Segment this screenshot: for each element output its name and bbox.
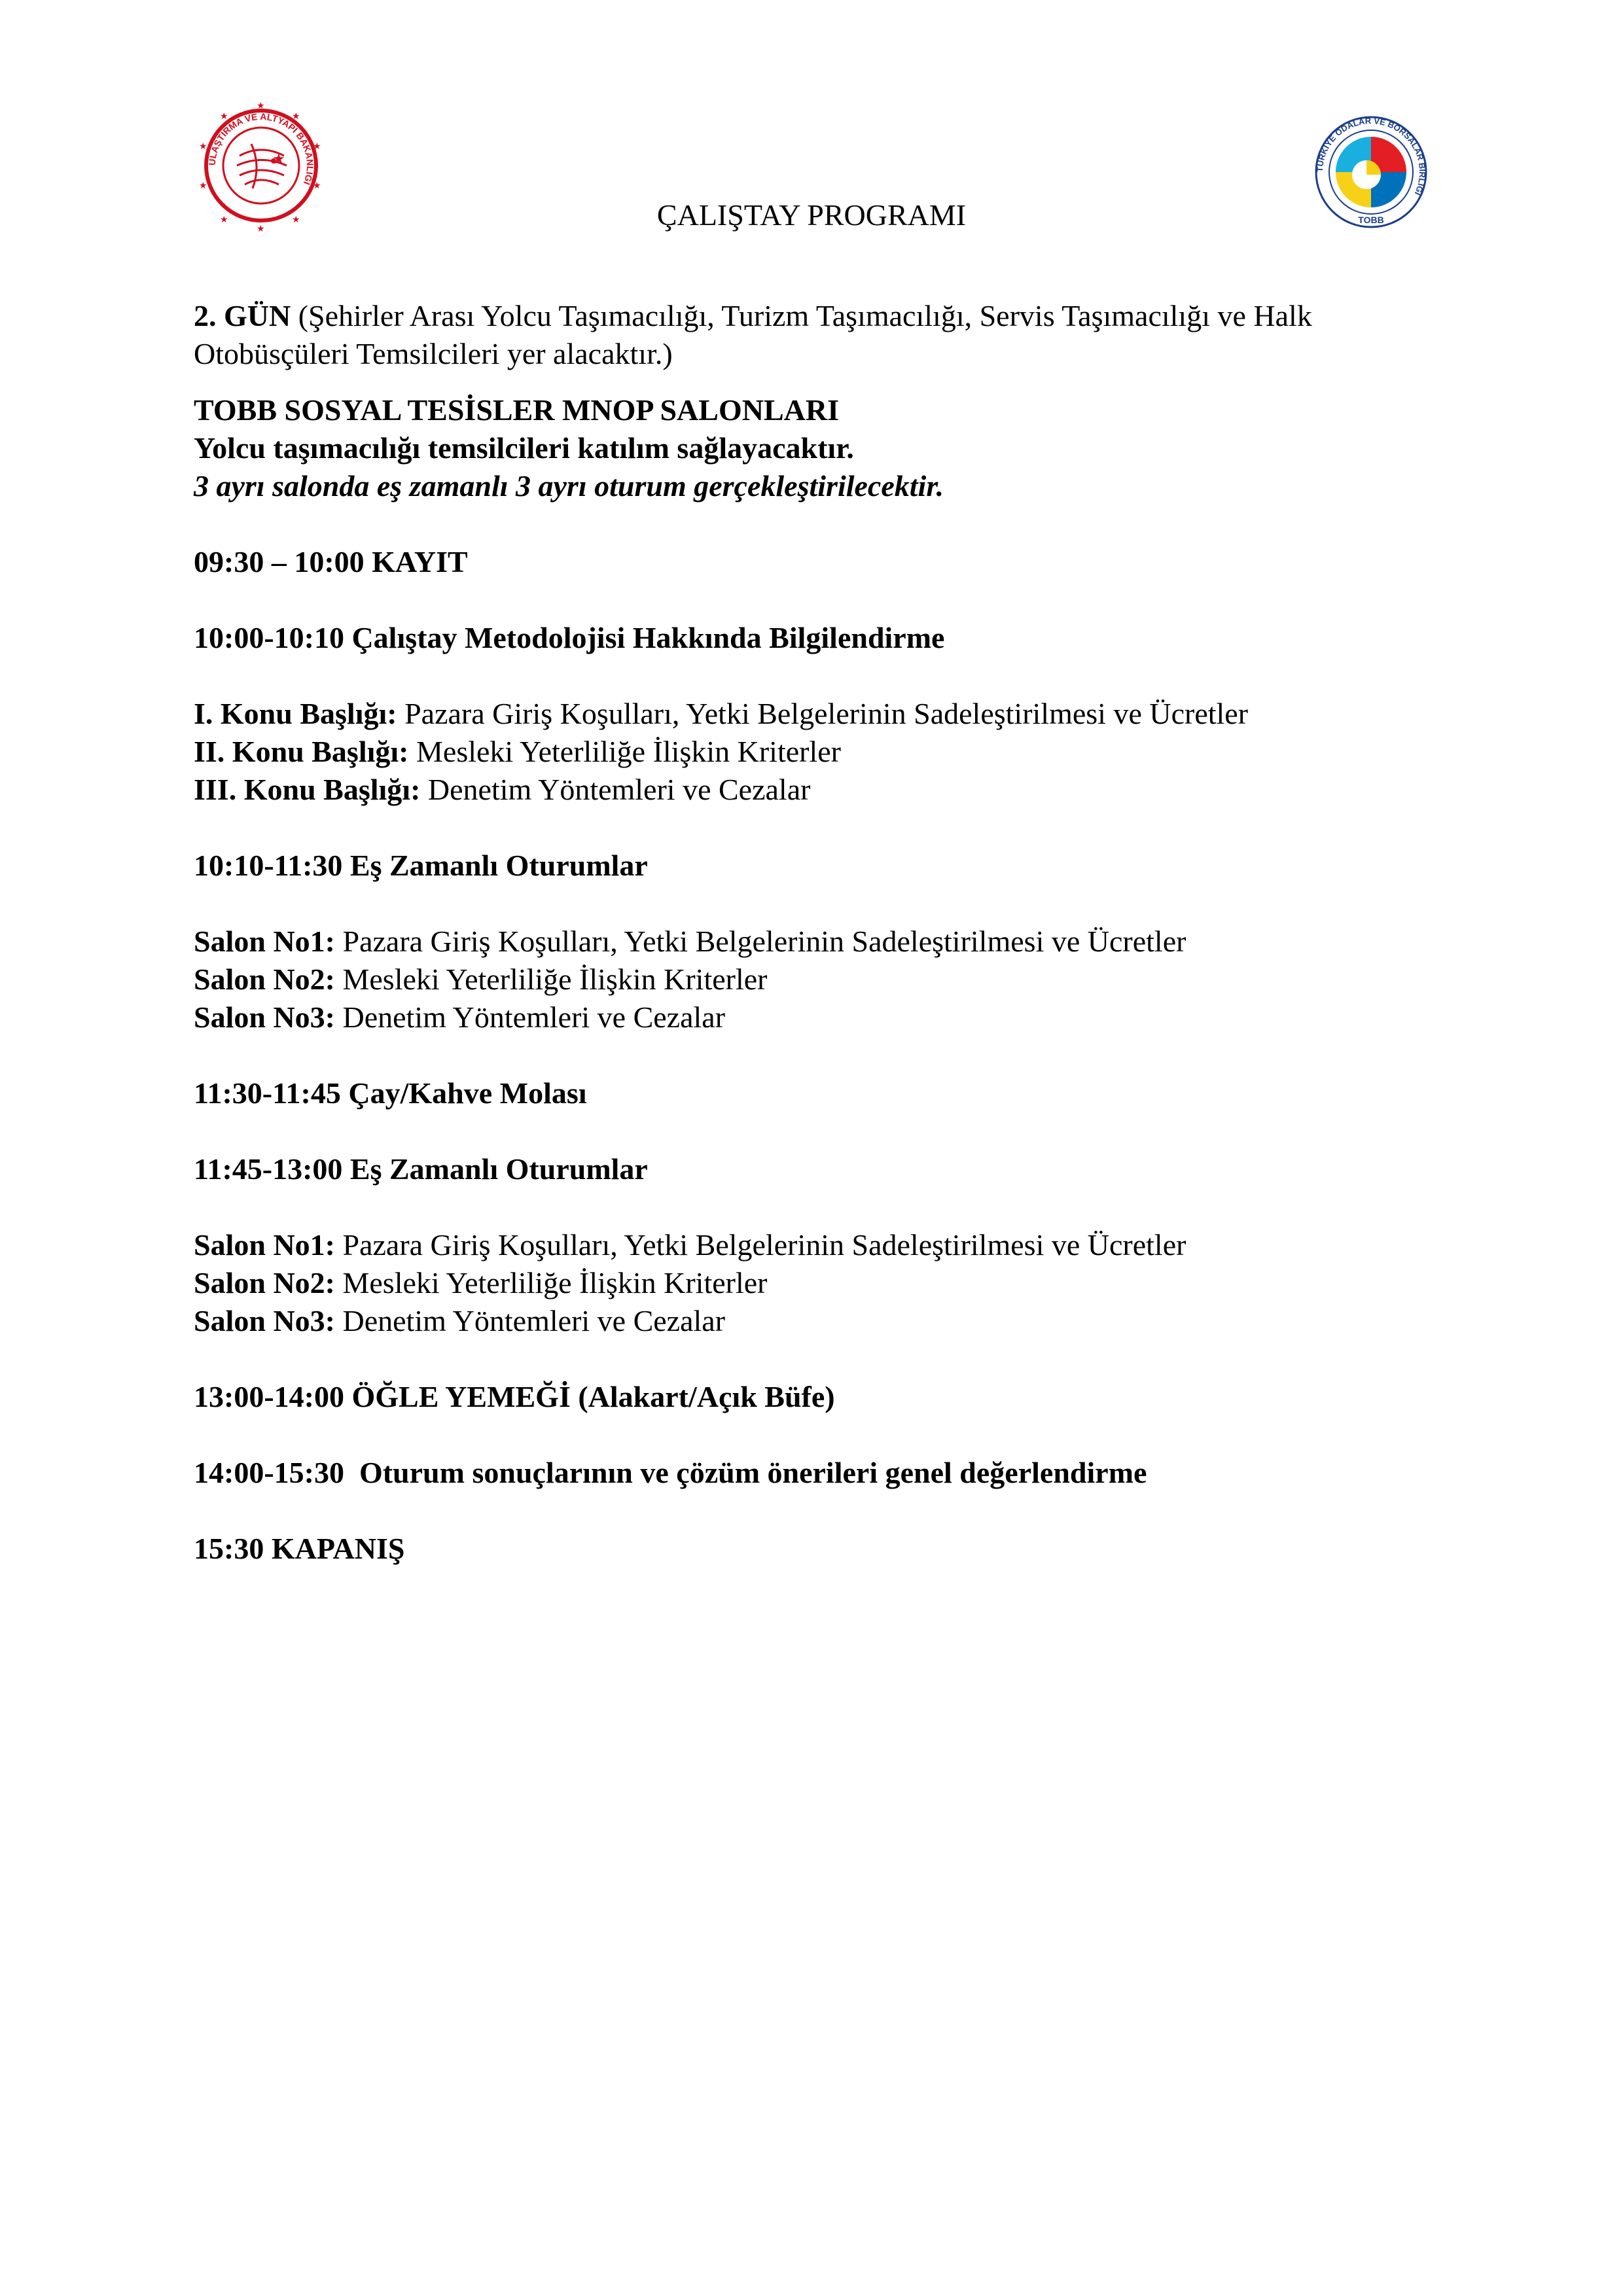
day-label: 2. GÜN	[194, 299, 291, 332]
room-text: Denetim Yöntemleri ve Cezalar	[334, 1304, 726, 1337]
svg-text:★: ★	[313, 181, 321, 191]
svg-text:★: ★	[272, 150, 285, 167]
room-item	[194, 923, 1437, 961]
svg-text:★: ★	[257, 224, 265, 233]
svg-text:★: ★	[292, 112, 300, 122]
room-text: Mesleki Yeterliliğe İlişkin Kriterler	[334, 963, 768, 996]
room-label: Salon No1:	[194, 1228, 335, 1262]
topic-item	[194, 771, 1437, 809]
svg-text:★: ★	[199, 181, 207, 191]
topic-text: Mesleki Yeterliliğe İlişkin Kriterler	[408, 735, 841, 768]
topic-label: II. Konu Başlığı:	[194, 735, 409, 768]
topic-item	[194, 733, 1437, 771]
topic-label: III. Konu Başlığı:	[194, 773, 421, 806]
svg-text:★: ★	[199, 142, 207, 152]
topic-label: I. Konu Başlığı:	[194, 697, 397, 730]
room-item	[194, 961, 1437, 998]
page-title: ÇALIŞTAY PROGRAMI	[656, 198, 967, 232]
room-item	[194, 998, 1437, 1036]
topic-item	[194, 695, 1437, 733]
seal-ring-text: ULAŞTIRMA VE ALTYAPI BAKANLIĞI	[206, 111, 316, 186]
room-item	[194, 1226, 1437, 1264]
room-label: Salon No2:	[194, 1266, 335, 1299]
room-text: Pazara Giriş Koşulları, Yetki Belgelerinin Sadeleştirilmesi ve Ücretler	[334, 925, 1186, 958]
evaluation-line: 14:00-15:30 Oturum sonuçlarının ve çözüm önerileri genel değerlendirme	[194, 1456, 1147, 1489]
room-text: Pazara Giriş Koşulları, Yetki Belgelerinin Sadeleştirilmesi ve Ücretler	[334, 1228, 1186, 1262]
svg-text:★: ★	[292, 215, 300, 225]
venue-note: 3 ayrı salonda eş zamanlı 3 ayrı oturum gerçekleştirilecektir.	[194, 469, 944, 503]
room-item	[194, 1302, 1437, 1340]
room-item	[194, 1264, 1437, 1302]
tobb-label: TOBB	[1358, 215, 1384, 225]
lunch-line: 13:00-14:00 ÖĞLE YEMEĞİ (Alakart/Açık Büfe)	[194, 1380, 835, 1413]
room-text: Mesleki Yeterliliğe İlişkin Kriterler	[334, 1266, 768, 1299]
day-description-1: (Şehirler Arası Yolcu Taşımacılığı, Turizm Taşımacılığı, Servis Taşımacılığı ve Halk	[291, 299, 1312, 332]
registration-line: 09:30 – 10:00 KAYIT	[194, 545, 468, 578]
closing-line: 15:30 KAPANIŞ	[194, 1532, 405, 1565]
svg-text:★: ★	[313, 142, 321, 152]
room-label: Salon No1:	[194, 925, 335, 958]
venue-name: TOBB SOSYAL TESİSLER MNOP SALONLARI	[194, 393, 839, 427]
topic-text: Denetim Yöntemleri ve Cezalar	[420, 773, 811, 806]
svg-text:★: ★	[220, 112, 228, 122]
room-label: Salon No2:	[194, 963, 335, 996]
room-text: Denetim Yöntemleri ve Cezalar	[334, 1000, 726, 1034]
session1-title: 10:10-11:30 Eş Zamanlı Oturumlar	[194, 849, 648, 882]
methodology-line: 10:00-10:10 Çalıştay Metodolojisi Hakkında Bilgilendirme	[194, 621, 945, 654]
day-description-2: Otobüsçüleri Temsilcileri yer alacaktır.)	[194, 337, 673, 370]
room-label: Salon No3:	[194, 1000, 335, 1034]
break-line: 11:30-11:45 Çay/Kahve Molası	[194, 1076, 587, 1110]
program-content	[194, 297, 1437, 1568]
session2-title: 11:45-13:00 Eş Zamanlı Oturumlar	[194, 1152, 648, 1186]
day-line	[194, 297, 1437, 335]
svg-text:ULAŞTIRMA VE ALTYAPI BAKANLIĞI	[207, 111, 315, 186]
room-label: Salon No3:	[194, 1304, 335, 1337]
svg-text:★: ★	[220, 215, 228, 225]
tobb-ring-text: TÜRKİYE ODALAR VE BORSALAR BİRLİĞİ	[1314, 115, 1428, 197]
topic-text: Pazara Giriş Koşulları, Yetki Belgelerinin Sadeleştirilmesi ve Ücretler	[397, 697, 1249, 730]
venue-participants: Yolcu taşımacılığı temsilcileri katılım sağlayacaktır.	[194, 431, 854, 465]
svg-text:★: ★	[257, 101, 265, 111]
